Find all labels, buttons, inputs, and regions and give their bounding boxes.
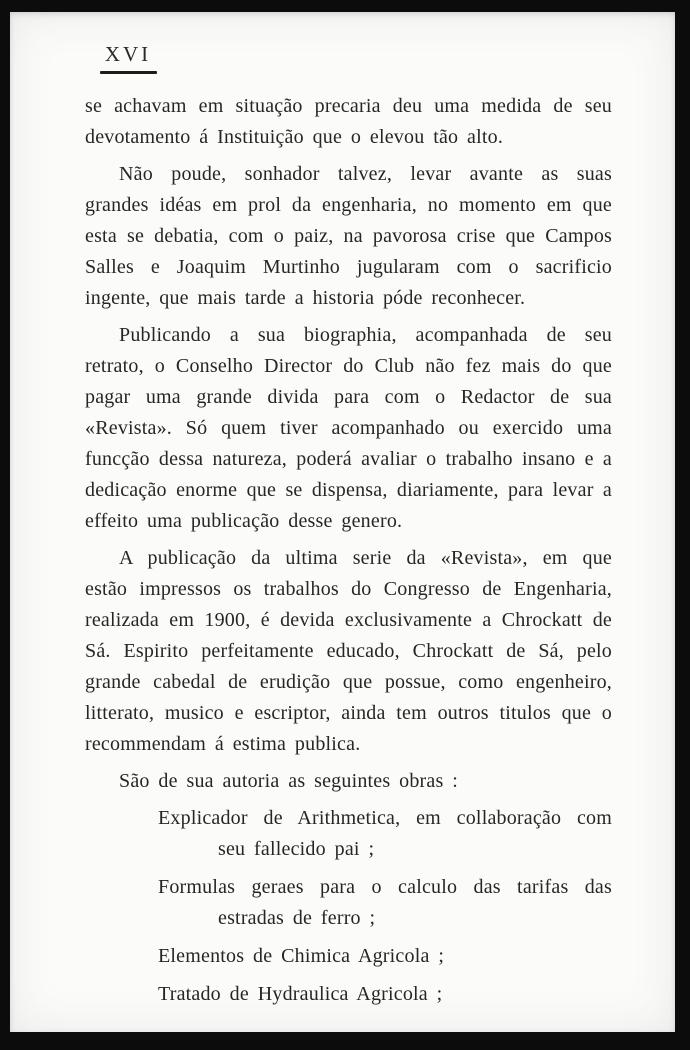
work-item-explicador: Explicador de Arithmetica, em collaboração com seu fallecido pai ; (158, 807, 612, 860)
paragraph-obras-intro: São de sua autoria as seguintes obras : (119, 770, 459, 792)
page-body (85, 91, 612, 1010)
paragraph-continuation: se achavam em situação precaria deu uma medida de seu devotamento á Instituição que o elevou tão alto. (85, 95, 612, 148)
work-item-tratado: Tratado de Hydraulica Agricola ; (158, 983, 443, 1005)
page-header (93, 42, 163, 74)
work-item-formulas: Formulas geraes para o calculo das tarifas das estradas de ferro ; (158, 876, 612, 929)
works-list (85, 803, 612, 1010)
work-item-elementos: Elementos de Chimica Agricola ; (158, 945, 445, 967)
page-number-underline (100, 71, 157, 74)
page-number: XVI (104, 42, 152, 66)
paragraph-nao-poude: Não poude, sonhador talvez, levar avante as suas grandes idéas em prol da engenharia, no momento em que esta se debatia, com o paiz, na pavorosa crise que Campos Salles e Joaquim Murtinho jugularam com o sacrificio ingente, que mais tarde a historia póde reconhecer. (85, 163, 612, 309)
book-page (10, 12, 675, 1032)
paragraph-publicando: Publicando a sua biographia, acompanhada de seu retrato, o Conselho Director do Club não fez mais do que pagar uma grande divida para com o Redactor de sua «Revista». Só quem tiver acompanhado ou exercido uma funcção dessa natureza, poderá avaliar o trabalho insano e a dedicação enorme que se dispensa, diariamente, para levar a effeito uma publicação desse genero. (85, 324, 612, 532)
paragraph-publicacao-revista: A publicação da ultima serie da «Revista», em que estão impressos os trabalhos do Congresso de Engenharia, realizada em 1900, é devida exclusivamente a Chrockatt de Sá. Espirito perfeitamente educado, Chrockatt de Sá, pelo grande cabedal de erudição que possue, como engenheiro, litterato, musico e escriptor, ainda tem outros titulos que o recommendam á estima publica. (85, 547, 612, 755)
